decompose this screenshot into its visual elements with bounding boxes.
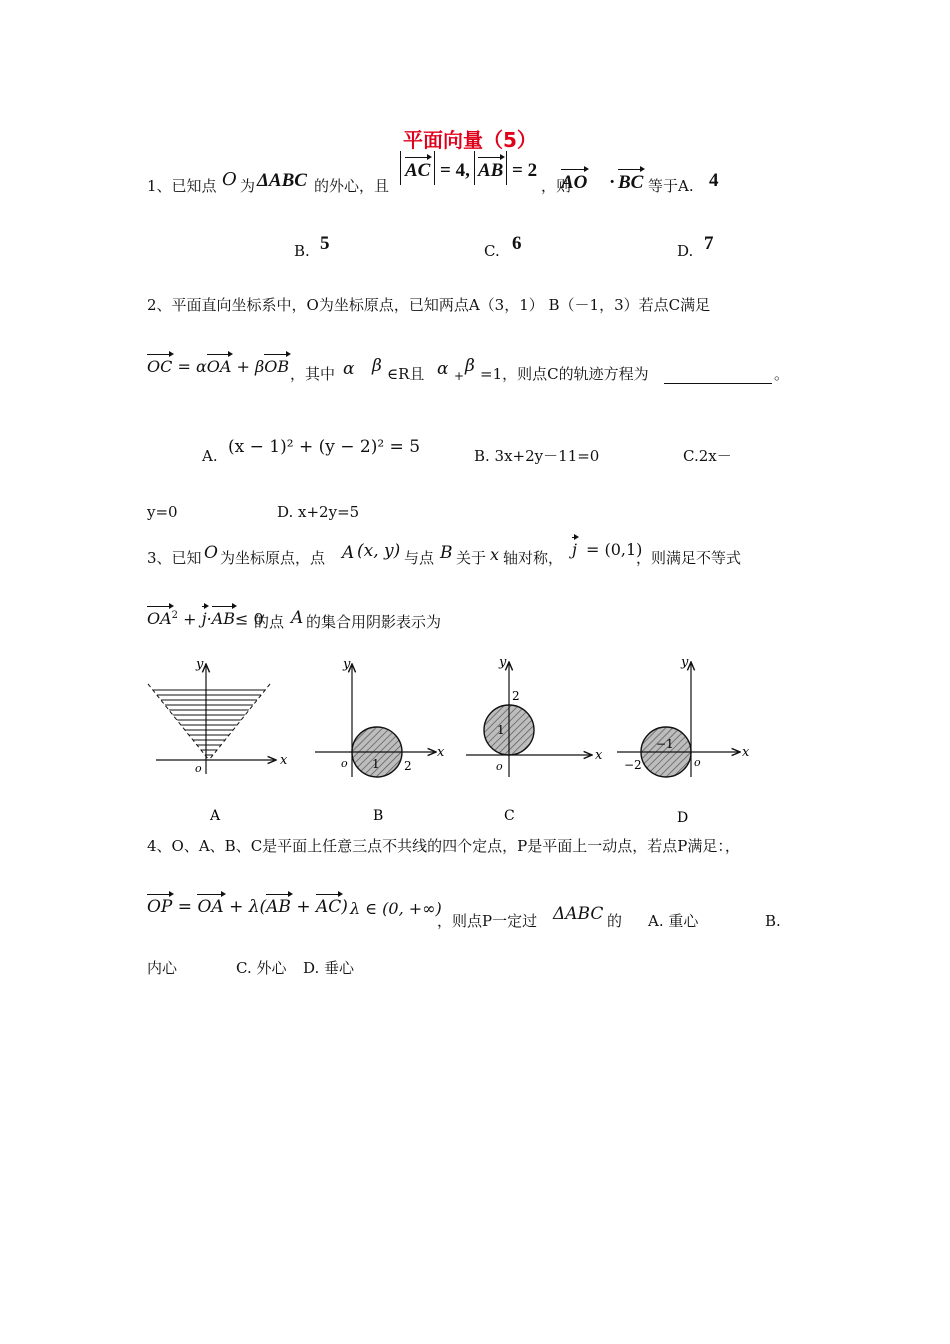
page-title: 平面向量（5） xyxy=(403,128,537,152)
q2-option-b: B. 3x+2y－11=0 xyxy=(474,447,600,465)
q2-option-c: C.2x－ xyxy=(683,447,732,465)
fig-d-x: x xyxy=(742,745,750,760)
q1-mid3: ，则 xyxy=(541,177,572,195)
q3-mid5: ，则满足不等式 xyxy=(636,549,742,567)
q3-inequality: $OA^2 + j\cdot AB\le 0$ xyxy=(147,609,264,629)
q1-option-b: 5 xyxy=(320,233,330,254)
q3-axy: (x, y) xyxy=(357,541,401,561)
fig-b-o: o xyxy=(341,757,348,770)
fig-b-label: B xyxy=(373,808,384,824)
q3-o: O xyxy=(204,543,218,563)
q2-mid1: ，其中 xyxy=(290,365,336,383)
q2-alpha2: α xyxy=(437,359,449,379)
fig-d-neg-one: −1 xyxy=(656,737,674,751)
q1-dot: · xyxy=(609,172,616,193)
q4-option-c: C. 外心 xyxy=(236,959,287,977)
q2-beta: β xyxy=(372,356,382,376)
fig-d-y: y xyxy=(681,655,689,670)
q3-mid1: 为坐标原点，点 xyxy=(220,549,326,567)
fig-d-label: D xyxy=(677,810,689,826)
q1-cond-eq1: = 4, xyxy=(440,160,470,181)
q1-option-d: 7 xyxy=(704,233,714,254)
q1-option-d-label: D. xyxy=(677,242,694,260)
fig-c-x: x xyxy=(595,748,603,763)
q3-j: j xyxy=(572,540,577,559)
q3-jval: = (0,1) xyxy=(586,540,643,559)
fig-c-one: 1 xyxy=(497,723,505,737)
abs-bar xyxy=(474,151,475,185)
q2-alpha: α xyxy=(343,359,355,379)
q1-triangle: ΔABC xyxy=(257,170,307,191)
fig-b-x: x xyxy=(437,745,445,760)
q4-mid2: 的 xyxy=(607,912,623,930)
abs-bar xyxy=(434,151,435,185)
fig-a-x: x xyxy=(280,753,288,768)
q2-line1: 2、平面直向坐标系中，O为坐标原点，已知两点A（3，1） B（－1，3）若点C满足 xyxy=(147,296,711,314)
q4-tri: ΔABC xyxy=(553,904,604,924)
q1-vec-bc: BC xyxy=(618,172,644,193)
q3-prefix: 3、已知 xyxy=(147,549,202,567)
q2-option-c-cont: y=0 xyxy=(147,503,178,521)
q3-mid3: 关于 xyxy=(456,549,487,567)
q1-mid4: 等于A. xyxy=(648,177,694,195)
q1-mid1: 为 xyxy=(240,177,256,195)
fig-d-o: o xyxy=(694,756,701,769)
q2-option-d: D. x+2y=5 xyxy=(277,503,360,521)
fig-b-two: 2 xyxy=(404,759,412,773)
abs-bar xyxy=(506,151,507,185)
fig-a-o: o xyxy=(195,762,202,775)
q1-prefix: 1、已知点 xyxy=(147,177,217,195)
fig-c-label: C xyxy=(504,808,515,824)
fig-c-y: y xyxy=(499,655,507,670)
fig-a-label: A xyxy=(210,808,221,824)
q2-vec-eq: OC = αOA + βOB xyxy=(147,357,290,376)
q3-a: A xyxy=(342,543,355,563)
q2-answer-blank xyxy=(664,364,772,384)
q3-x: x xyxy=(490,545,500,564)
q3-figures xyxy=(140,652,760,832)
q2-mid3: =1，则点C的轨迹方程为 xyxy=(480,365,649,383)
q1-vec-ac: AC xyxy=(405,160,431,181)
q1-point-o: O xyxy=(222,169,237,190)
fig-d-neg-two: −2 xyxy=(624,758,642,772)
q3-mid6: 的点 xyxy=(254,613,285,631)
q1-option-b-label: B. xyxy=(294,242,310,260)
q4-cond: λ ∈ (0, +∞) xyxy=(350,899,442,918)
figure-c xyxy=(466,655,603,824)
q2-end: 。 xyxy=(774,365,790,383)
q1-vec-ab: AB xyxy=(478,160,504,181)
figure-a xyxy=(148,657,288,824)
q2-beta2: β xyxy=(465,356,475,376)
fig-c-o: o xyxy=(496,760,503,773)
q4-line1: 4、O、A、B、C是平面上任意三点不共线的四个定点，P是平面上一动点，若点P满足：， xyxy=(147,837,740,855)
fig-b-y: y xyxy=(343,657,351,672)
abs-bar xyxy=(400,151,401,185)
q1-option-a: 4 xyxy=(709,170,719,191)
q3-b: B xyxy=(440,543,453,563)
q1-option-c: 6 xyxy=(512,233,522,254)
fig-c-two: 2 xyxy=(512,689,520,703)
q1-cond-eq2: = 2 xyxy=(512,160,538,181)
q2-option-a-label: A. xyxy=(202,447,218,465)
q4-option-b-cont: 内心 xyxy=(147,959,178,977)
q2-plus2: + xyxy=(454,369,465,383)
q3-mid4: 轴对称， xyxy=(503,549,564,567)
q3-mid7: 的集合用阴影表示为 xyxy=(306,613,442,631)
figure-d xyxy=(617,655,750,826)
q2-mid2: ∈R且 xyxy=(387,365,425,383)
q1-option-c-label: C. xyxy=(484,242,500,260)
q4-option-a: A. 重心 xyxy=(648,912,699,930)
q4-mid: ，则点P一定过 xyxy=(437,912,538,930)
fig-a-y: y xyxy=(196,657,204,672)
q2-option-a: (x − 1)² + (y − 2)² = 5 xyxy=(228,437,421,457)
fig-b-one: 1 xyxy=(372,757,380,771)
q1-mid2: 的外心，且 xyxy=(314,177,390,195)
q4-vec-eq: OP = OA + λ(AB + AC) xyxy=(147,897,348,917)
q3-mid2: 与点 xyxy=(404,549,435,567)
q3-a2: A xyxy=(291,608,304,628)
q4-option-b: B. xyxy=(765,912,781,930)
figure-b xyxy=(315,657,445,824)
q4-option-d: D. 垂心 xyxy=(303,959,355,977)
q1-vec-ao: AO xyxy=(561,172,588,193)
